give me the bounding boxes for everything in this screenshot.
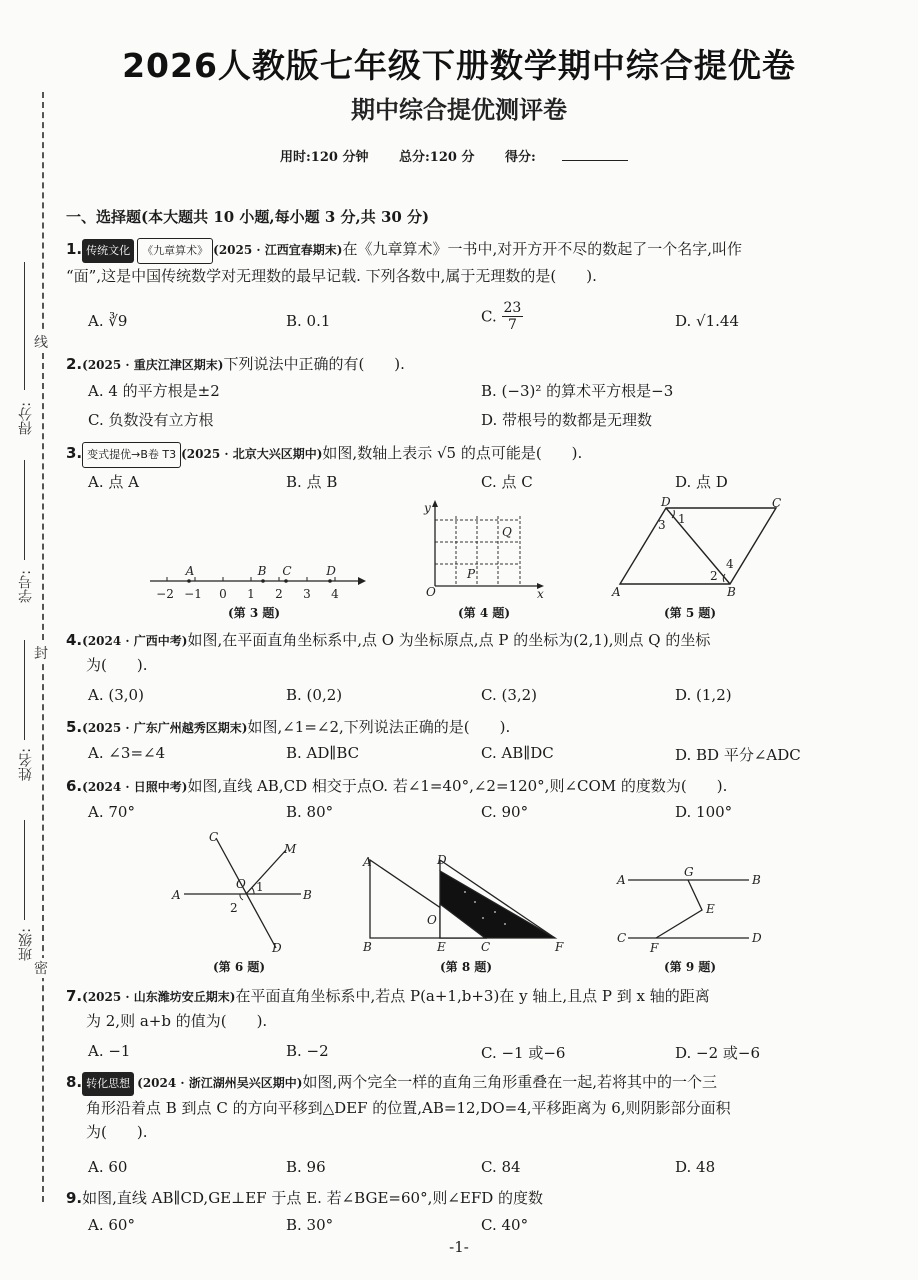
svg-text:F: F: [555, 940, 564, 954]
svg-text:x: x: [537, 587, 544, 598]
q2-option-c: C. 负数没有立方根: [88, 411, 214, 429]
q2-option-d: D. 带根号的数都是无理数: [481, 411, 653, 429]
figure-4-grid: [420, 498, 550, 598]
svg-text:P: P: [467, 567, 476, 581]
caption-fig9: (第 9 题): [664, 960, 717, 974]
q3-source: (2025 · 北京大兴区期中): [181, 447, 323, 461]
q4-stem-line2: 为( ).: [86, 656, 148, 674]
q4-source: (2024 · 广西中考): [82, 634, 188, 648]
svg-text:D: D: [326, 564, 336, 578]
seal-char-mi: 密: [34, 958, 48, 978]
q2-number: 2.: [66, 355, 83, 373]
q8-source: (2024 · 浙江湖州吴兴区期中): [137, 1076, 303, 1090]
q4-option-c: C. (3,2): [481, 686, 538, 704]
q7-source: (2025 · 山东潍坊安丘期末): [82, 990, 236, 1004]
q9-option-a: A. 60°: [88, 1216, 135, 1234]
question-9: [66, 1186, 866, 1210]
svg-text:1: 1: [256, 880, 264, 894]
q1-tag-culture: 传统文化: [82, 239, 134, 263]
q8-stem-line1: 如图,两个完全一样的直角三角形重叠在一起,若将其中的一个三: [302, 1073, 717, 1091]
q1-option-c: [481, 300, 523, 333]
q6-number: 6.: [66, 777, 83, 795]
svg-text:D: D: [437, 853, 447, 867]
q6-stem: 如图,直线 AB,CD 相交于点O. 若∠1=40°,∠2=120°,则∠COM 的度数为( ).: [187, 777, 728, 795]
q2-stem: 下列说法中正确的有( ).: [223, 355, 405, 373]
q2-source: (2025 · 重庆江津区期末): [82, 358, 224, 372]
svg-text:B: B: [303, 888, 312, 902]
margin-blank-name: [24, 640, 25, 740]
q1-fraction: [502, 300, 524, 333]
question-2: [66, 352, 866, 377]
svg-text:−2: −2: [156, 587, 174, 601]
q7-option-b: B. −2: [286, 1042, 329, 1060]
svg-text:F: F: [650, 941, 659, 954]
q8-tag: 转化思想: [82, 1072, 134, 1096]
svg-text:4: 4: [331, 587, 339, 601]
q1-fraction-num: 23: [503, 300, 522, 316]
svg-text:A: A: [612, 585, 621, 599]
q1-fraction-den: 7: [507, 317, 517, 333]
page-subtitle: 期中综合提优测评卷: [351, 96, 567, 124]
svg-text:O: O: [427, 913, 437, 927]
svg-text:A: A: [185, 564, 195, 578]
svg-text:A: A: [172, 888, 181, 902]
svg-text:E: E: [437, 940, 446, 954]
q9-option-b: B. 30°: [286, 1216, 334, 1234]
svg-text:O: O: [426, 585, 436, 598]
q3-option-b: B. 点 B: [286, 473, 338, 491]
svg-text:y: y: [424, 501, 431, 515]
caption-fig6: (第 6 题): [213, 960, 266, 974]
caption-fig8: (第 8 题): [440, 960, 493, 974]
q1-option-c-label: C.: [481, 307, 497, 326]
q1-stem-line2: “面”,这是中国传统数学对无理数的最早记载. 下列各数中,属于无理数的是( ).: [66, 267, 597, 285]
q4-stem-line1: 如图,在平面直角坐标系中,点 O 为坐标原点,点 P 的坐标为(2,1),则点 Q 的坐标: [187, 631, 711, 649]
svg-text:0: 0: [219, 587, 227, 601]
q7-option-d: D. −2 或−6: [675, 1044, 761, 1062]
q6-option-a: A. 70°: [88, 803, 135, 821]
svg-text:A: A: [363, 855, 372, 869]
q4-option-d: D. (1,2): [675, 686, 732, 704]
q8-option-a: A. 60: [88, 1158, 128, 1176]
q1-stem-line1: 在《九章算术》一书中,对开方开不尽的数起了一个名字,叫作: [342, 240, 742, 258]
margin-label-name: 姓名:: [18, 748, 34, 781]
svg-text:D: D: [272, 941, 282, 955]
question-8: [66, 1070, 866, 1144]
q1-option-d: D. √1.44: [675, 312, 739, 330]
q8-option-c: C. 84: [481, 1158, 521, 1176]
svg-text:1: 1: [678, 512, 686, 526]
margin-blank-id: [24, 460, 25, 560]
score-label: 得分:: [505, 150, 536, 165]
question-4: [66, 628, 866, 677]
svg-text:E: E: [706, 902, 715, 916]
q2-option-b: B. (−3)² 的算术平方根是−3: [481, 382, 674, 400]
q5-number: 5.: [66, 718, 83, 736]
margin-label-id: 学号:: [18, 570, 34, 603]
q4-option-a: A. (3,0): [88, 686, 144, 704]
q4-number: 4.: [66, 631, 83, 649]
svg-text:2: 2: [275, 587, 283, 601]
margin-label-score: 得分:: [18, 402, 34, 435]
svg-text:G: G: [684, 865, 694, 879]
caption-fig5: (第 5 题): [664, 606, 717, 620]
q1-option-b: B. 0.1: [286, 312, 331, 330]
q6-option-b: B. 80°: [286, 803, 334, 821]
q7-stem-line2: 为 2,则 a+b 的值为( ).: [86, 1012, 268, 1030]
q3-number: 3.: [66, 444, 83, 462]
svg-text:B: B: [363, 940, 372, 954]
q6-option-c: C. 90°: [481, 803, 529, 821]
q3-option-c: C. 点 C: [481, 473, 533, 491]
exam-meta: [280, 146, 654, 165]
page-title: 2026人教版七年级下册数学期中综合提优卷: [122, 46, 796, 85]
q8-number: 8.: [66, 1073, 83, 1091]
svg-text:M: M: [284, 842, 297, 856]
svg-text:3: 3: [658, 518, 666, 532]
q5-source: (2025 · 广东广州越秀区期末): [82, 721, 248, 735]
seal-char-feng: 封: [34, 643, 48, 663]
q9-option-c: C. 40°: [481, 1216, 529, 1234]
section-heading: 一、选择题(本大题共 10 小题,每小题 3 分,共 30 分): [66, 208, 430, 226]
q7-option-c: C. −1 或−6: [481, 1044, 566, 1062]
q9-stem: 如图,直线 AB∥CD,GE⊥EF 于点 E. 若∠BGE=60°,则∠EFD 的度数: [82, 1189, 544, 1207]
margin-blank-score: [24, 262, 25, 390]
q8-option-b: B. 96: [286, 1158, 326, 1176]
q3-option-d: D. 点 D: [675, 473, 728, 491]
margin-blank-class: [24, 820, 25, 920]
q7-stem-line1: 在平面直角坐标系中,若点 P(a+1,b+3)在 y 轴上,且点 P 到 x 轴的距离: [235, 987, 710, 1005]
q7-option-a: A. −1: [88, 1042, 131, 1060]
svg-text:B: B: [257, 564, 267, 578]
q1-source: (2025 · 江西宜春期末): [213, 243, 343, 257]
q3-option-a: A. 点 A: [88, 473, 139, 491]
q5-option-d: D. BD 平分∠ADC: [675, 746, 801, 764]
score-blank: [562, 160, 628, 161]
margin-label-class: 班级:: [18, 928, 34, 961]
q1-number: 1.: [66, 240, 83, 258]
q9-number: 9.: [66, 1189, 83, 1207]
svg-text:2: 2: [230, 901, 238, 915]
svg-text:−1: −1: [184, 587, 202, 601]
question-1: [66, 237, 866, 288]
figure-9-parallel-lines: [614, 862, 774, 954]
svg-text:B: B: [752, 873, 761, 887]
q2-option-a: A. 4 的平方根是±2: [88, 382, 220, 400]
figure-6-intersecting-lines: [166, 830, 326, 958]
q5-option-b: B. AD∥BC: [286, 744, 360, 762]
page-number: -1-: [449, 1238, 469, 1256]
question-6: [66, 774, 866, 799]
q5-option-c: C. AB∥DC: [481, 744, 554, 762]
figure-5-parallelogram: [608, 496, 796, 602]
caption-fig3: (第 3 题): [228, 606, 281, 620]
q6-source: (2024 · 日照中考): [82, 780, 188, 794]
q8-stem-line3: 为( ).: [86, 1123, 148, 1141]
q3-tag: 变式提优→B卷 T3: [82, 442, 181, 468]
svg-text:D: D: [661, 496, 671, 509]
question-3: [66, 441, 866, 468]
svg-text:C: C: [282, 564, 292, 578]
svg-text:3: 3: [303, 587, 311, 601]
q5-stem: 如图,∠1=∠2,下列说法正确的是( ).: [247, 718, 511, 736]
svg-text:4: 4: [726, 557, 734, 571]
svg-text:C: C: [209, 830, 219, 844]
svg-text:B: B: [727, 585, 736, 599]
q3-stem: 如图,数轴上表示 √5 的点可能是( ).: [322, 444, 583, 462]
q8-stem-line2: 角形沿着点 B 到点 C 的方向平移到△DEF 的位置,AB=12,DO=4,平移距离为 6,则阴影部分面积: [86, 1099, 731, 1117]
question-5: [66, 715, 866, 740]
q5-option-a: A. ∠3=∠4: [88, 744, 166, 762]
svg-text:C: C: [617, 931, 627, 945]
q1-tag-book: 《九章算术》: [137, 238, 213, 264]
svg-text:1: 1: [247, 587, 255, 601]
svg-text:2: 2: [710, 569, 718, 583]
q6-option-d: D. 100°: [675, 803, 733, 821]
question-7: [66, 984, 866, 1033]
time-limit: 用时:120 分钟: [280, 150, 369, 165]
svg-text:A: A: [617, 873, 626, 887]
q8-option-d: D. 48: [675, 1158, 716, 1176]
caption-fig4: (第 4 题): [458, 606, 511, 620]
svg-text:Q: Q: [502, 525, 512, 539]
seal-char-xian: 线: [34, 332, 48, 352]
total-score: 总分:120 分: [399, 150, 475, 165]
figure-3-number-line: [145, 562, 370, 607]
svg-text:C: C: [772, 496, 782, 510]
svg-text:O: O: [236, 877, 246, 891]
q4-option-b: B. (0,2): [286, 686, 343, 704]
figure-8-triangles: [355, 852, 573, 956]
q1-option-a: A. ∛9: [88, 312, 128, 330]
svg-text:D: D: [752, 931, 762, 945]
svg-text:C: C: [481, 940, 491, 954]
q7-number: 7.: [66, 987, 83, 1005]
